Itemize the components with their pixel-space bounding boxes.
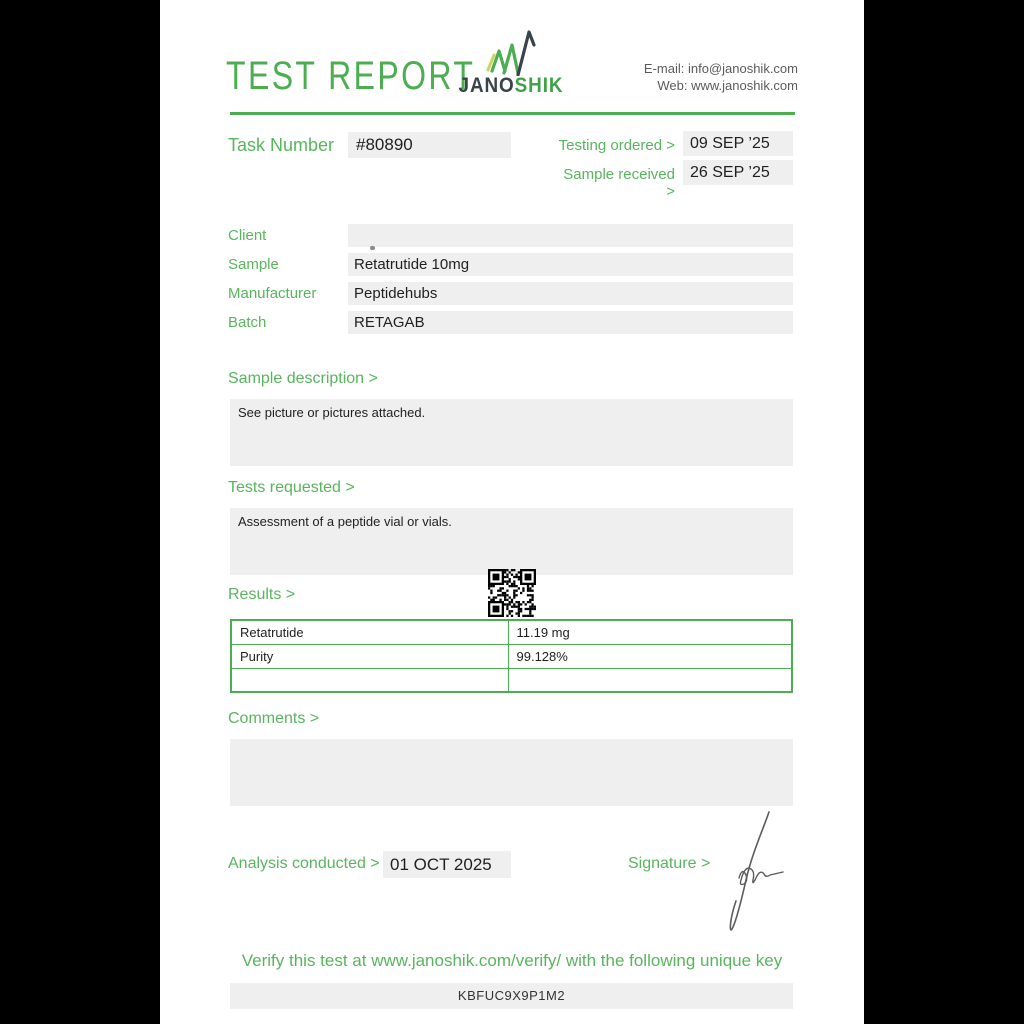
testing-ordered-label: Testing ordered > [558, 137, 675, 154]
contact-web: Web: www.janoshik.com [657, 78, 798, 93]
table-row [231, 644, 792, 668]
analysis-date-value: 01 OCT 2025 [383, 851, 511, 878]
results-table [230, 619, 793, 693]
sample-received-label: Sample received > [563, 166, 675, 200]
client-redacted-mark [370, 246, 375, 250]
table-row [231, 620, 792, 644]
comments-box [230, 739, 793, 806]
wordmark-green-part: SHIK [514, 74, 564, 97]
table-row [231, 668, 792, 692]
page-title: TEST REPORT [226, 54, 476, 98]
result-value: 99.128% [508, 644, 792, 668]
comments-label: Comments > [228, 710, 320, 727]
client-value [348, 224, 793, 247]
tests-requested-text: Assessment of a peptide vial or vials. [238, 514, 452, 529]
header-divider [230, 112, 795, 115]
contact-email: E-mail: info@janoshik.com [643, 61, 798, 76]
unique-key-value: KBFUC9X9P1M2 [230, 983, 793, 1009]
manufacturer-label: Manufacturer [228, 285, 317, 302]
sample-label: Sample [228, 256, 279, 273]
qr-code [488, 569, 536, 622]
task-number-value: #80890 [348, 132, 511, 158]
result-name: Retatrutide [231, 620, 508, 644]
sample-value: Retatrutide 10mg [348, 253, 793, 276]
batch-value: RETAGAB [348, 311, 793, 334]
sample-description-label: Sample description > [228, 370, 378, 387]
result-value: 11.19 mg [508, 620, 792, 644]
testing-ordered-value: 09 SEP ’25 [683, 131, 793, 156]
batch-label: Batch [228, 314, 267, 331]
wordmark-dark-part: JANO [458, 74, 515, 97]
sample-received-value: 26 SEP ’25 [683, 160, 793, 185]
sample-description-text: See picture or pictures attached. [238, 405, 426, 420]
contact-block [644, 60, 798, 94]
result-value [508, 668, 792, 692]
verify-text: Verify this test at www.janoshik.com/verify/ with the following unique key [241, 951, 783, 970]
janoshik-logo-icon [482, 26, 540, 81]
report-page [160, 0, 864, 1024]
client-label: Client [228, 227, 267, 244]
janoshik-wordmark [450, 74, 572, 98]
tests-requested-label: Tests requested > [228, 479, 355, 496]
task-number-label: Task Number [228, 135, 335, 155]
result-name [231, 668, 508, 692]
results-label: Results > [228, 586, 296, 603]
analysis-conducted-label: Analysis conducted > [228, 855, 380, 872]
signature-label: Signature > [628, 855, 711, 872]
signature [705, 806, 790, 941]
manufacturer-value: Peptidehubs [348, 282, 793, 305]
sample-description-box [230, 399, 793, 466]
result-name: Purity [231, 644, 508, 668]
tests-requested-box [230, 508, 793, 575]
